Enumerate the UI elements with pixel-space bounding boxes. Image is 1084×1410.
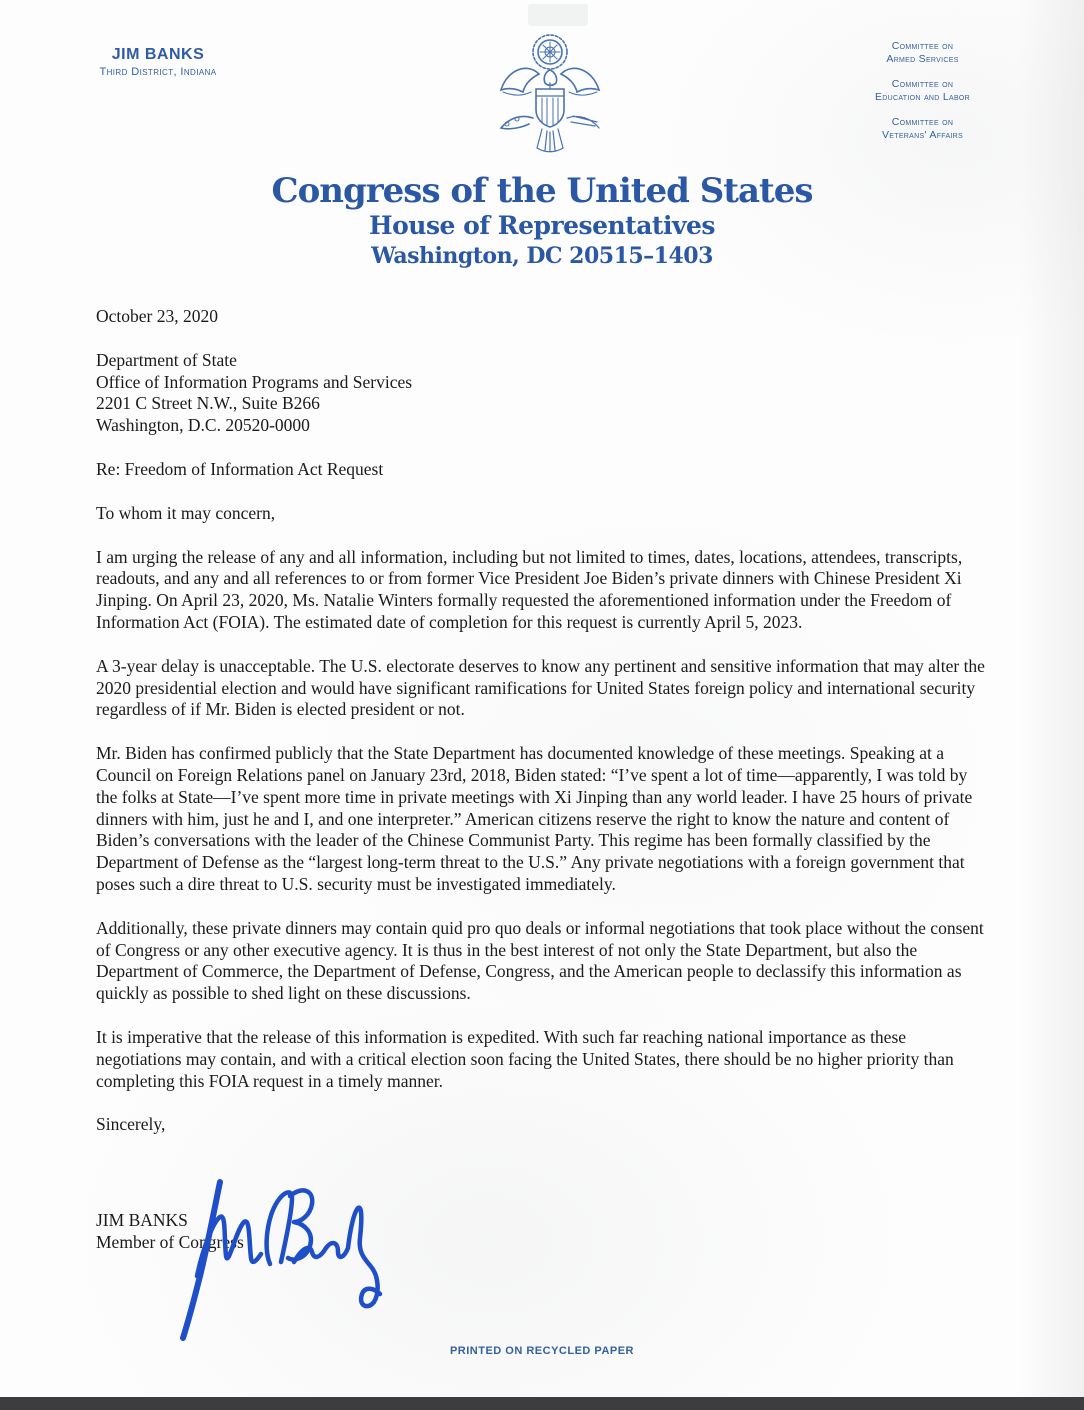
committee-line: Committee on — [891, 78, 954, 90]
paragraph: A 3-year delay is unacceptable. The U.S. electorate deserves to know any pertinent and sensitive information that may alter the 2020 presidential election and would have significant ramifications for United States foreign policy and international security regardless of if Mr. Biden is elected president or not. — [96, 655, 985, 720]
signer-name: JIM BANKS — [96, 1210, 188, 1231]
committee-list — [805, 40, 1040, 154]
letterhead-city-line: Washington, DC 20515–1403 — [371, 243, 713, 269]
letterhead-title: Congress of the United States — [271, 171, 813, 211]
recipient-address — [96, 350, 992, 437]
letter-body — [96, 306, 992, 1254]
recycled-paper-note: PRINTED ON RECYCLED PAPER — [449, 1345, 635, 1357]
signer-title: Member of Congress — [96, 1231, 244, 1252]
salutation: To whom it may concern, — [96, 502, 276, 523]
recipient-line: Department of State — [96, 349, 237, 370]
member-district: Third District, Indiana — [99, 66, 217, 78]
committee-item — [805, 116, 1040, 142]
letter-date: October 23, 2020 — [96, 306, 218, 326]
letterhead-subtitle: House of Representatives — [369, 211, 715, 240]
great-seal-icon — [487, 26, 613, 166]
paragraph: Mr. Biden has confirmed publicly that the State Department has documented knowledge of these meetings. Speaking at a Council on Foreign Relations panel on January 23rd, 2018, Biden stated: “I’ve spent a lot of time—apparently, I was told by the folks at State—I’ve spent more time in private meetings with Xi Jinping than any world leader. I have 25 hours of private dinners with him, just he and I, and one interpreter.” American citizens reserve the right to know the nature and content of Biden’s conversations with the leader of the Chinese Communist Party. This regime has been formally classified by the Department of Defense as the “largest long-term threat to the U.S.” Any private negotiations with a foreign government that poses such a dire threat to U.S. security must be investigated immediately. — [96, 743, 973, 894]
recipient-line: 2201 C Street N.W., Suite B266 — [96, 393, 320, 414]
paragraph: It is imperative that the release of this information is expedited. With such far reaching national importance as these negotiations may contain, and with a critical election soon facing the United States, there should be no higher priority than completing this FOIA request in a timely manner. — [96, 1026, 954, 1091]
member-block — [48, 46, 268, 78]
committee-line: Committee on — [891, 116, 954, 128]
committee-line: Education and Labor — [874, 91, 971, 103]
member-name: JIM BANKS — [111, 46, 205, 63]
committee-item — [805, 40, 1040, 66]
recipient-line: Washington, D.C. 20520-0000 — [96, 415, 310, 436]
paragraph: Additionally, these private dinners may contain quid pro quo deals or informal negotiations that took place without the consent of Congress or any other executive agency. It is thus in the best interest of not only the State Department, but also the Department of Commerce, the Department of Defense, Congress, and the American people to declassify this information as quickly as possible to shed light on these discussions. — [96, 917, 984, 1004]
recipient-line: Office of Information Programs and Services — [96, 371, 413, 392]
committee-item — [805, 78, 1040, 104]
paragraph: I am urging the release of any and all information, including but not limited to times, dates, locations, attendees, transcripts, readouts, and any and all references to or from former Vice President Joe Biden’s private dinners with Chinese President Xi Jinping. On April 23, 2020, Ms. Natalie Winters formally requested the aforementioned information under the Freedom of Information Act (FOIA). The estimated date of completion for this request is currently April 5, 2023. — [96, 546, 963, 632]
committee-line: Veterans' Affairs — [881, 129, 963, 141]
scan-bottom-bar — [0, 1397, 1084, 1410]
letterhead-title-block — [0, 172, 1084, 270]
committee-line: Committee on — [891, 40, 954, 52]
signer-block — [96, 1210, 992, 1254]
scan-artifact — [528, 4, 588, 26]
committee-line: Armed Services — [886, 53, 959, 65]
closing: Sincerely, — [96, 1114, 166, 1135]
subject-line: Re: Freedom of Information Act Request — [96, 458, 384, 479]
